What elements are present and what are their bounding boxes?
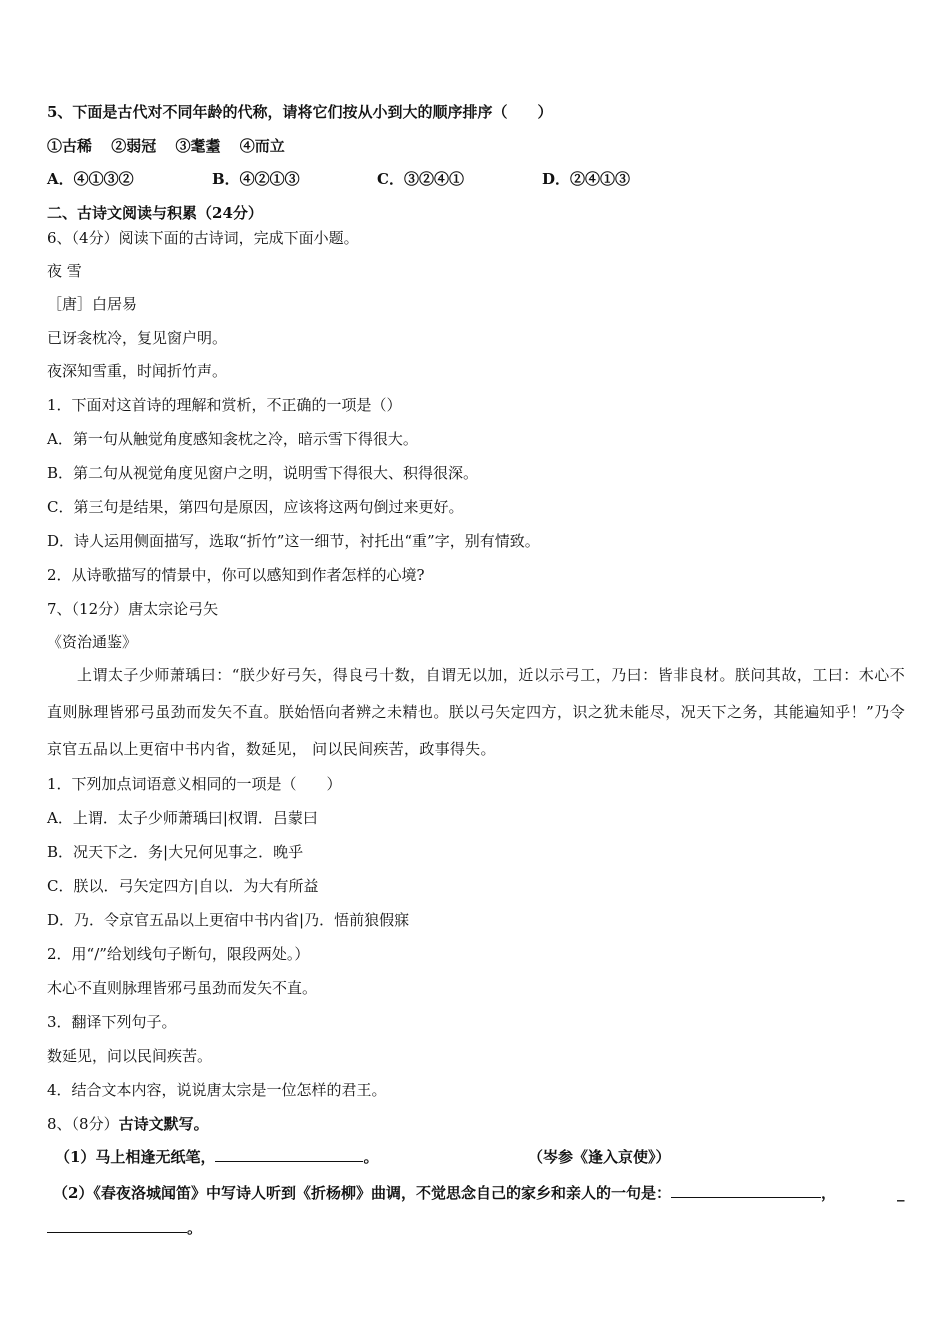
q5-item: ①古稀 xyxy=(47,137,93,155)
q8-line3 xyxy=(47,1218,202,1238)
q7-sub4: 4．结合文本内容，说说唐太宗是一位怎样的君王。 xyxy=(47,1081,387,1099)
q7-sub3-text: 数延见，问以民间疾苦。 xyxy=(47,1047,213,1065)
q5-option-c: C．③②④① xyxy=(377,170,464,188)
q8-line2-comma: ， xyxy=(820,1184,836,1202)
q7-source: 《资治通鉴》 xyxy=(47,633,138,651)
q7-sub1-option-b: B．况天下之．务|大兄何见事之．晚乎 xyxy=(47,843,304,861)
q5-option-a: A．④①③② xyxy=(47,170,134,188)
q7-sub1-option-a: A．上谓．太子少师萧瑀曰|权谓．吕蒙曰 xyxy=(47,809,318,827)
q8-line1-end: 。 xyxy=(363,1148,379,1166)
answer-blank[interactable] xyxy=(47,1218,187,1233)
q7-sub1-option-c: C．朕以．弓矢定四方|自以．为大有所益 xyxy=(47,877,319,895)
q8-stem xyxy=(47,1114,209,1134)
q6-sub1-option-a: A．第一句从触觉角度感知衾枕之冷，暗示雪下得很大。 xyxy=(47,430,418,448)
q6-sub2: 2．从诗歌描写的情景中，你可以感知到作者怎样的心境? xyxy=(47,566,425,584)
q7-sub1: 1．下列加点词语意义相同的一项是（ ） xyxy=(47,775,342,793)
poem-author: ［唐］白居易 xyxy=(47,295,138,313)
poem-title: 夜 雪 xyxy=(47,262,82,280)
poem-line: 夜深知雪重，时闻折竹声。 xyxy=(47,362,228,380)
q5-option-d: D．②④①③ xyxy=(542,170,631,188)
q5-item: ②弱冠 xyxy=(111,137,157,155)
q7-sub2-text: 木心不直则脉理皆邪弓虽劲而发矢不直。 xyxy=(47,979,318,997)
q8-stem-prefix: 8、（8分） xyxy=(47,1115,119,1133)
answer-blank[interactable] xyxy=(671,1183,821,1198)
answer-blank[interactable] xyxy=(215,1147,363,1162)
q8-line2-tail: _ xyxy=(897,1184,905,1202)
section-title: 二、古诗文阅读与积累（24分） xyxy=(47,204,263,222)
q8-line1-source: （岑参《逢入京使》） xyxy=(528,1148,671,1166)
q8-line3-end: 。 xyxy=(187,1219,203,1237)
q5-item: ④而立 xyxy=(239,137,285,155)
q7-stem: 7、（12分）唐太宗论弓矢 xyxy=(47,600,219,618)
q6-sub1-option-c: C．第三句是结果，第四句是原因，应该将这两句倒过来更好。 xyxy=(47,498,464,516)
q5-stem: 5、下面是古代对不同年龄的代称，请将它们按从小到大的顺序排序（ ） xyxy=(47,103,553,121)
q6-sub1-option-b: B．第二句从视觉角度见窗户之明，说明雪下得很大、积得很深。 xyxy=(47,464,479,482)
q5-option-b: B．④②①③ xyxy=(212,170,300,188)
q7-sub1-option-d: D．乃．令京官五品以上更宿中书内省|乃．悟前狼假寐 xyxy=(47,911,410,929)
q5-items xyxy=(47,136,285,156)
q5-item: ③耄耋 xyxy=(175,137,221,155)
q6-sub1: 1．下面对这首诗的理解和赏析，不正确的一项是（） xyxy=(47,396,402,414)
poem-line: 已讶衾枕冷，复见窗户明。 xyxy=(47,329,228,347)
q8-line2-text: （2）《春夜洛城闻笛》中写诗人听到《折杨柳》曲调，不觉思念自己的家乡和亲人的一句是： xyxy=(53,1184,671,1202)
q6-sub1-option-d: D．诗人运用侧面描写，选取“折竹”这一细节，衬托出“重”字，别有情致。 xyxy=(47,532,540,550)
q7-sub2: 2．用“/”给划线句子断句，限段两处。） xyxy=(47,945,310,963)
q8-line2 xyxy=(53,1183,836,1203)
q8-line1 xyxy=(55,1147,378,1167)
q8-stem-title: 古诗文默写。 xyxy=(118,1115,209,1133)
q7-passage: 上谓太子少师萧瑀曰：“朕少好弓矢，得良弓十数，自谓无以加，近以示弓工，乃曰：皆非良材。朕问其故，工曰：木心不直则脉理皆邪弓虽劲而发矢不直。朕始悟向者辨之未精也。朕以弓矢定四方，识之犹未能尽，况天下之务，其能遍知乎！”乃令京官五品以上更宿中书内省，数延见， 问以民间疾苦，政事得失。 xyxy=(47,666,905,758)
q8-line1-text: （1）马上相逢无纸笔， xyxy=(55,1148,216,1166)
q7-sub3: 3．翻译下列句子。 xyxy=(47,1013,177,1031)
q6-stem: 6、（4分）阅读下面的古诗词，完成下面小题。 xyxy=(47,229,359,247)
